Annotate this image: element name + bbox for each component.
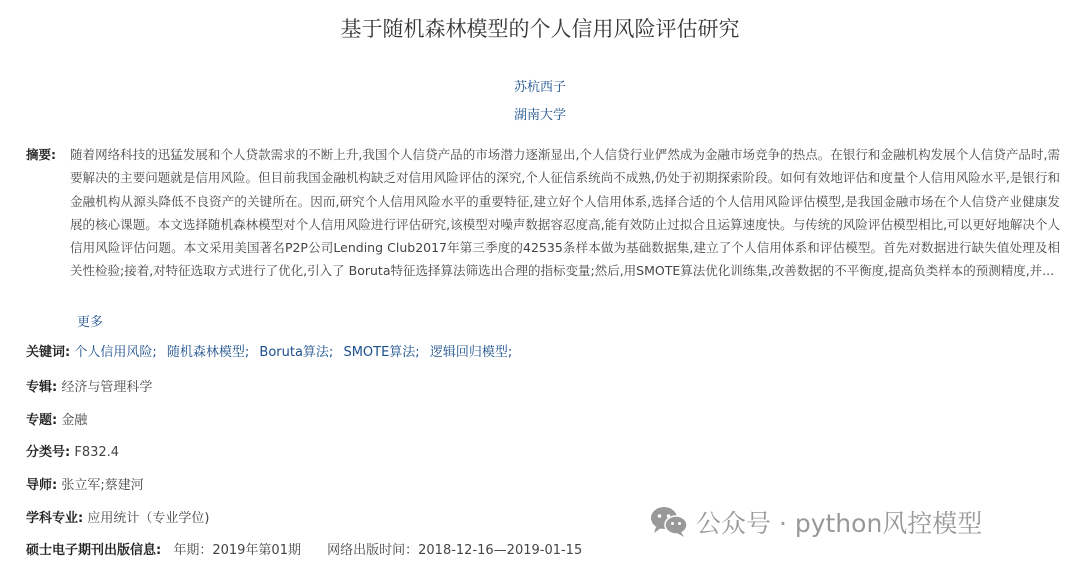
major-value: 应用统计（专业学位) <box>87 511 210 526</box>
keyword-link[interactable]: 随机森林模型; <box>166 345 250 360</box>
paper-title: 基于随机森林模型的个人信用风险评估研究 <box>340 17 740 41</box>
classification-row <box>26 444 119 462</box>
more-link[interactable]: 更多 <box>77 315 104 330</box>
publication-label: 硕士电子期刊出版信息: <box>26 543 162 558</box>
publication-issue: 年期：2019年第01期 <box>173 543 301 558</box>
abstract-section <box>26 143 1060 283</box>
series-row <box>26 379 152 397</box>
author-link[interactable]: 苏杭西子 <box>513 80 566 95</box>
keyword-link[interactable]: Boruta算法; <box>259 345 334 360</box>
tutor-value: 张立军;蔡建河 <box>61 478 144 493</box>
abstract-label: 摘要: <box>26 147 56 162</box>
keywords-label: 关键词: <box>26 345 71 360</box>
keyword-link[interactable]: 个人信用风险; <box>74 345 157 360</box>
topic-label: 专题: <box>26 413 58 428</box>
keyword-list <box>74 345 518 360</box>
publication-row <box>26 542 582 560</box>
major-row <box>26 510 209 528</box>
tutor-row <box>26 477 144 495</box>
series-value: 经济与管理科学 <box>61 380 153 395</box>
classification-value: F832.4 <box>74 445 120 460</box>
abstract-text: 随着网络科技的迅猛发展和个人贷款需求的不断上升,我国个人信贷产品的市场潜力逐渐显出,个人信贷行业俨然成为金融市场竞争的热点。在银行和金融机构发展个人信贷产品时,需要解决的主要问题就是信用风险。但目前我国金融机构缺乏对信用风险评估的深究,个人征信系统尚不成熟,仍处于初期探索阶段。如何有效地评估和度量个人信用风险水平,是银行和金融机构从源头降低不良资产的关键所在。因而,研究个人信用风险水平的重要特征,建立好个人信用体系,选择合适的个人信用风险评估模型,是我国金融市场在个人信贷产业健康发展的核心课题。本文选择随机森林模型对个人信用风险进行评估研究,该模型对噪声数据容忍度高,能有效防止过拟合且运算速度快。与传统的风险评估模型相比,可以更好地解决个人信用风险评估问题。本文采用美国著名P2P公司Lending Club2017年第三季度的42535条样本做为基础数据集,建立了个人信用体系和评估模型。首先对数据进行缺失值处理及相关性检验;接着,对特征选取方式进行了优化,引入了 Boruta特征选择算法筛选出合理的指标变量;然后,用SMOTE算法优化训练集,改善数据的不平衡度,提高负类样本的预测精度,并... <box>70 147 1060 279</box>
topic-value: 金融 <box>61 413 88 428</box>
keywords-row <box>26 344 518 362</box>
organization-link[interactable]: 湖南大学 <box>513 108 566 123</box>
publication-online-date: 网络出版时间：2018-12-16—2019-01-15 <box>327 543 583 558</box>
keyword-link[interactable]: 逻辑回归模型; <box>429 345 513 360</box>
major-label: 学科专业: <box>26 511 84 526</box>
wechat-icon <box>650 506 688 538</box>
watermark-text: 公众号 · python风控模型 <box>696 509 983 538</box>
keyword-link[interactable]: SMOTE算法; <box>343 345 420 360</box>
topic-row <box>26 412 87 430</box>
series-label: 专辑: <box>26 380 58 395</box>
tutor-label: 导师: <box>26 478 58 493</box>
classification-label: 分类号: <box>26 445 71 460</box>
watermark <box>650 502 982 542</box>
